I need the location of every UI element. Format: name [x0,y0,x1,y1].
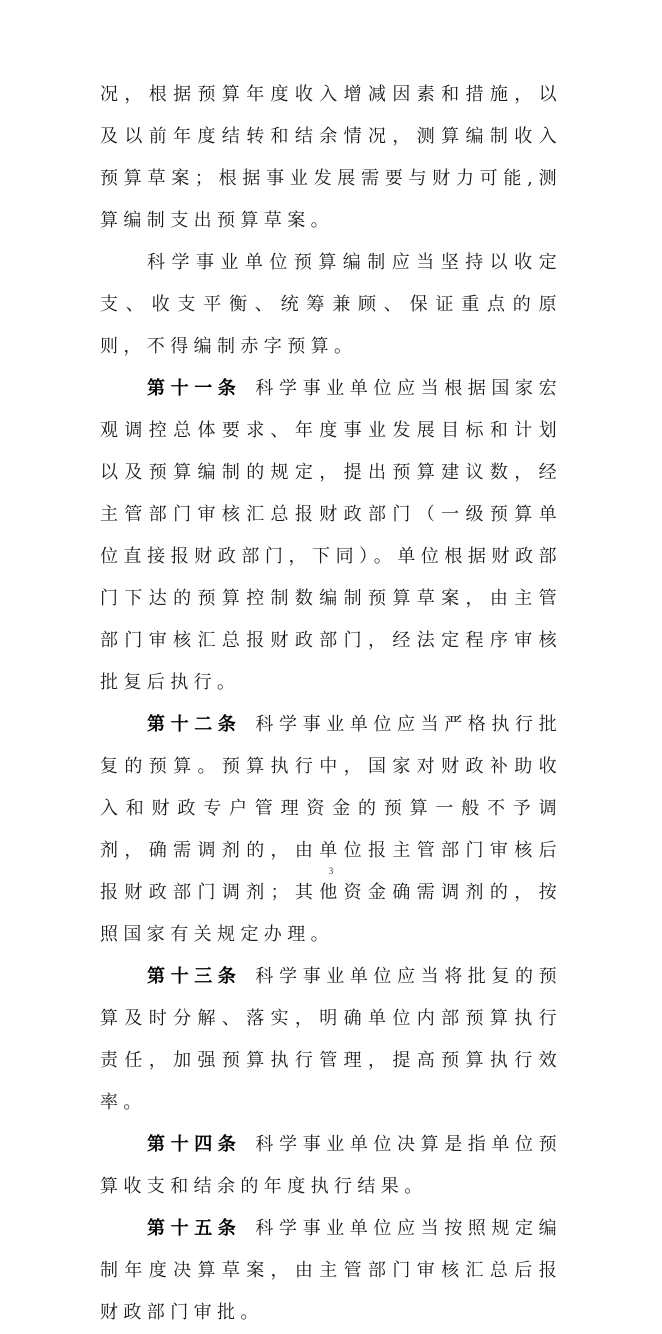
article-text: 科学事业单位应当按照规定编制年度决算草案，由主管部门审核汇总后报财政部门审批。 [100,1218,562,1323]
article-number: 第十五条 [147,1218,242,1239]
article-text: 科学事业单位应当严格执行批复的预算。预算执行中，国家对财政补助收入和财政专户管理资金的预算一般不予调剂，确需调剂的，由单位报主管部门审核后报财政部门调剂；其他资金确需调剂的，按照国家有关规定办理。 [100,714,562,945]
article-15 [100,1208,562,1334]
article-number: 第十三条 [147,966,242,987]
paragraph-text: 况，根据预算年度收入增减因素和措施，以及以前年度结转和结余情况，测算编制收入预算草案；根据事业发展需要与财力可能,测算编制支出预算草案。 [100,84,562,231]
paragraph-continued [100,74,562,242]
article-12 [100,704,562,956]
article-11 [100,368,562,704]
article-number: 第十一条 [147,378,242,399]
paragraph-text: 科学事业单位预算编制应当坚持以收定支、收支平衡、统筹兼顾、保证重点的原则，不得编制赤字预算。 [100,252,562,357]
article-14 [100,1124,562,1208]
article-text: 科学事业单位应当将批复的预算及时分解、落实，明确单位内部预算执行责任，加强预算执行管理，提高预算执行效率。 [100,966,562,1113]
article-13 [100,956,562,1124]
page-number: 3 [328,866,334,876]
document-body [100,74,562,1334]
article-text: 科学事业单位决算是指单位预算收支和结余的年度执行结果。 [100,1134,562,1197]
article-number: 第十四条 [147,1134,242,1155]
article-text: 科学事业单位应当根据国家宏观调控总体要求、年度事业发展目标和计划以及预算编制的规定，提出预算建议数，经主管部门审核汇总报财政部门（一级预算单位直接报财政部门，下同）。单位根据财政部门下达的预算控制数编制预算草案，由主管部门审核汇总报财政部门，经法定程序审核批复后执行。 [100,378,562,693]
paragraph-budget-principle [100,242,562,368]
article-number: 第十二条 [147,714,242,735]
